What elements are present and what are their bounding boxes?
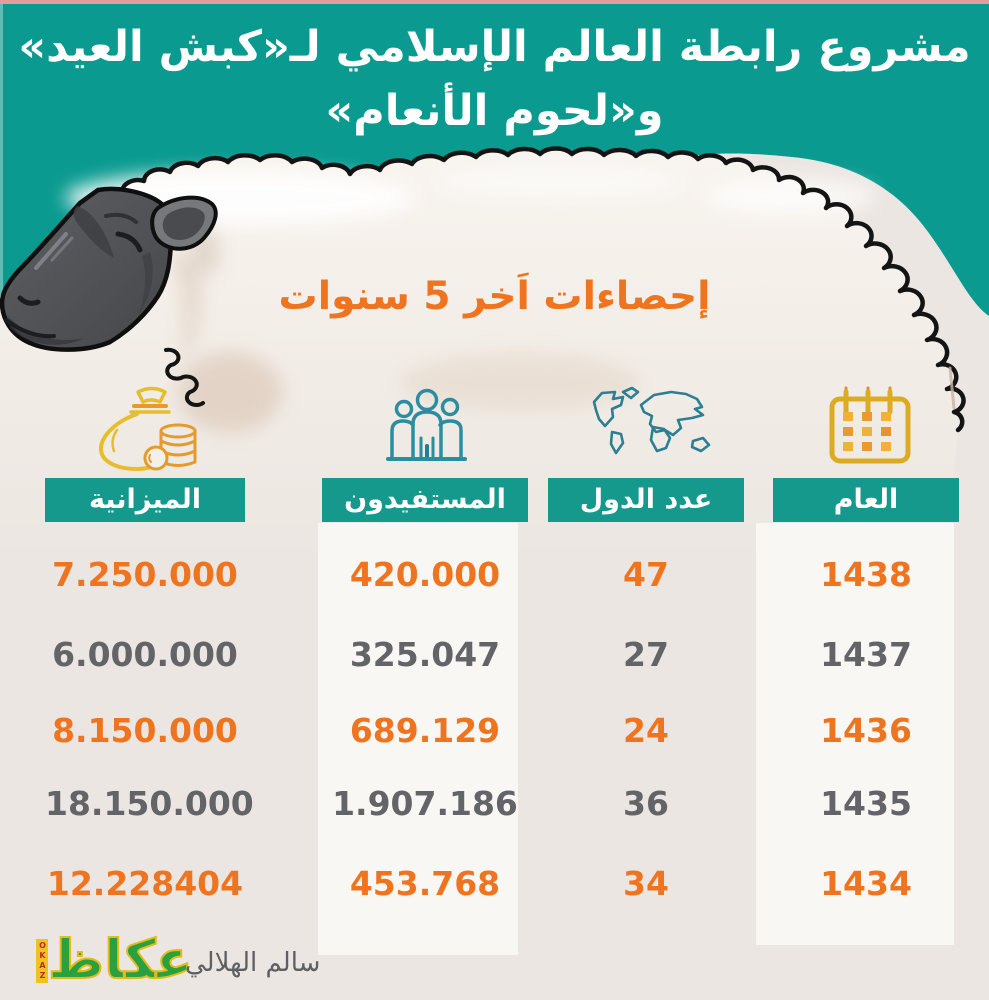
cell-budget: 7.250.000 xyxy=(52,555,238,594)
table-row xyxy=(0,709,989,753)
okaz-logo-text: عكاظ xyxy=(48,928,193,991)
title-line-2: و«لحوم الأنعام» xyxy=(325,85,664,136)
table-row xyxy=(0,782,989,826)
header-budget: الميزانية xyxy=(45,478,245,522)
cell-beneficiaries: 453.768 xyxy=(349,864,501,903)
cell-budget: 6.000.000 xyxy=(52,635,238,674)
cell-beneficiaries: 420.000 xyxy=(349,555,501,594)
calendar-icon xyxy=(832,388,908,461)
page-title xyxy=(0,16,989,143)
header-beneficiaries: المستفيدون xyxy=(322,478,528,522)
okaz-logo-mark: OKAZ xyxy=(38,941,47,981)
world-map-icon xyxy=(594,388,709,453)
people-group-icon xyxy=(388,391,465,460)
cell-countries: 27 xyxy=(623,635,669,674)
cell-year: 1434 xyxy=(820,864,912,903)
cell-year: 1436 xyxy=(820,711,912,750)
title-line-1: مشروع رابطة العالم الإسلامي لـ«كبش العيد» xyxy=(18,22,971,72)
byline: سالم الهلالي xyxy=(185,948,321,978)
header-countries: عدد الدول xyxy=(548,478,744,522)
cell-budget: 18.150.000 xyxy=(45,784,254,823)
cell-beneficiaries: 325.047 xyxy=(349,635,501,674)
cell-year: 1438 xyxy=(820,555,912,594)
cell-beneficiaries: 689.129 xyxy=(349,711,501,750)
table-row xyxy=(0,862,989,906)
cell-year: 1435 xyxy=(820,784,912,823)
cell-countries: 24 xyxy=(623,711,669,750)
top-border-strip xyxy=(0,0,989,4)
cell-budget: 12.228404 xyxy=(46,864,244,903)
column-icons xyxy=(0,378,989,474)
cell-countries: 34 xyxy=(623,864,669,903)
subtitle: إحصاءات اَخر 5 سنوات xyxy=(278,274,711,319)
cell-countries: 36 xyxy=(623,784,669,823)
table-row xyxy=(0,553,989,597)
okaz-logo xyxy=(36,928,193,991)
cell-beneficiaries: 1.907.186 xyxy=(332,784,518,823)
table-row xyxy=(0,633,989,677)
cell-budget: 8.150.000 xyxy=(52,711,238,750)
cell-year: 1437 xyxy=(820,635,912,674)
cell-countries: 47 xyxy=(623,555,669,594)
money-bag-icon xyxy=(101,389,195,470)
header-year: العام xyxy=(773,478,959,522)
